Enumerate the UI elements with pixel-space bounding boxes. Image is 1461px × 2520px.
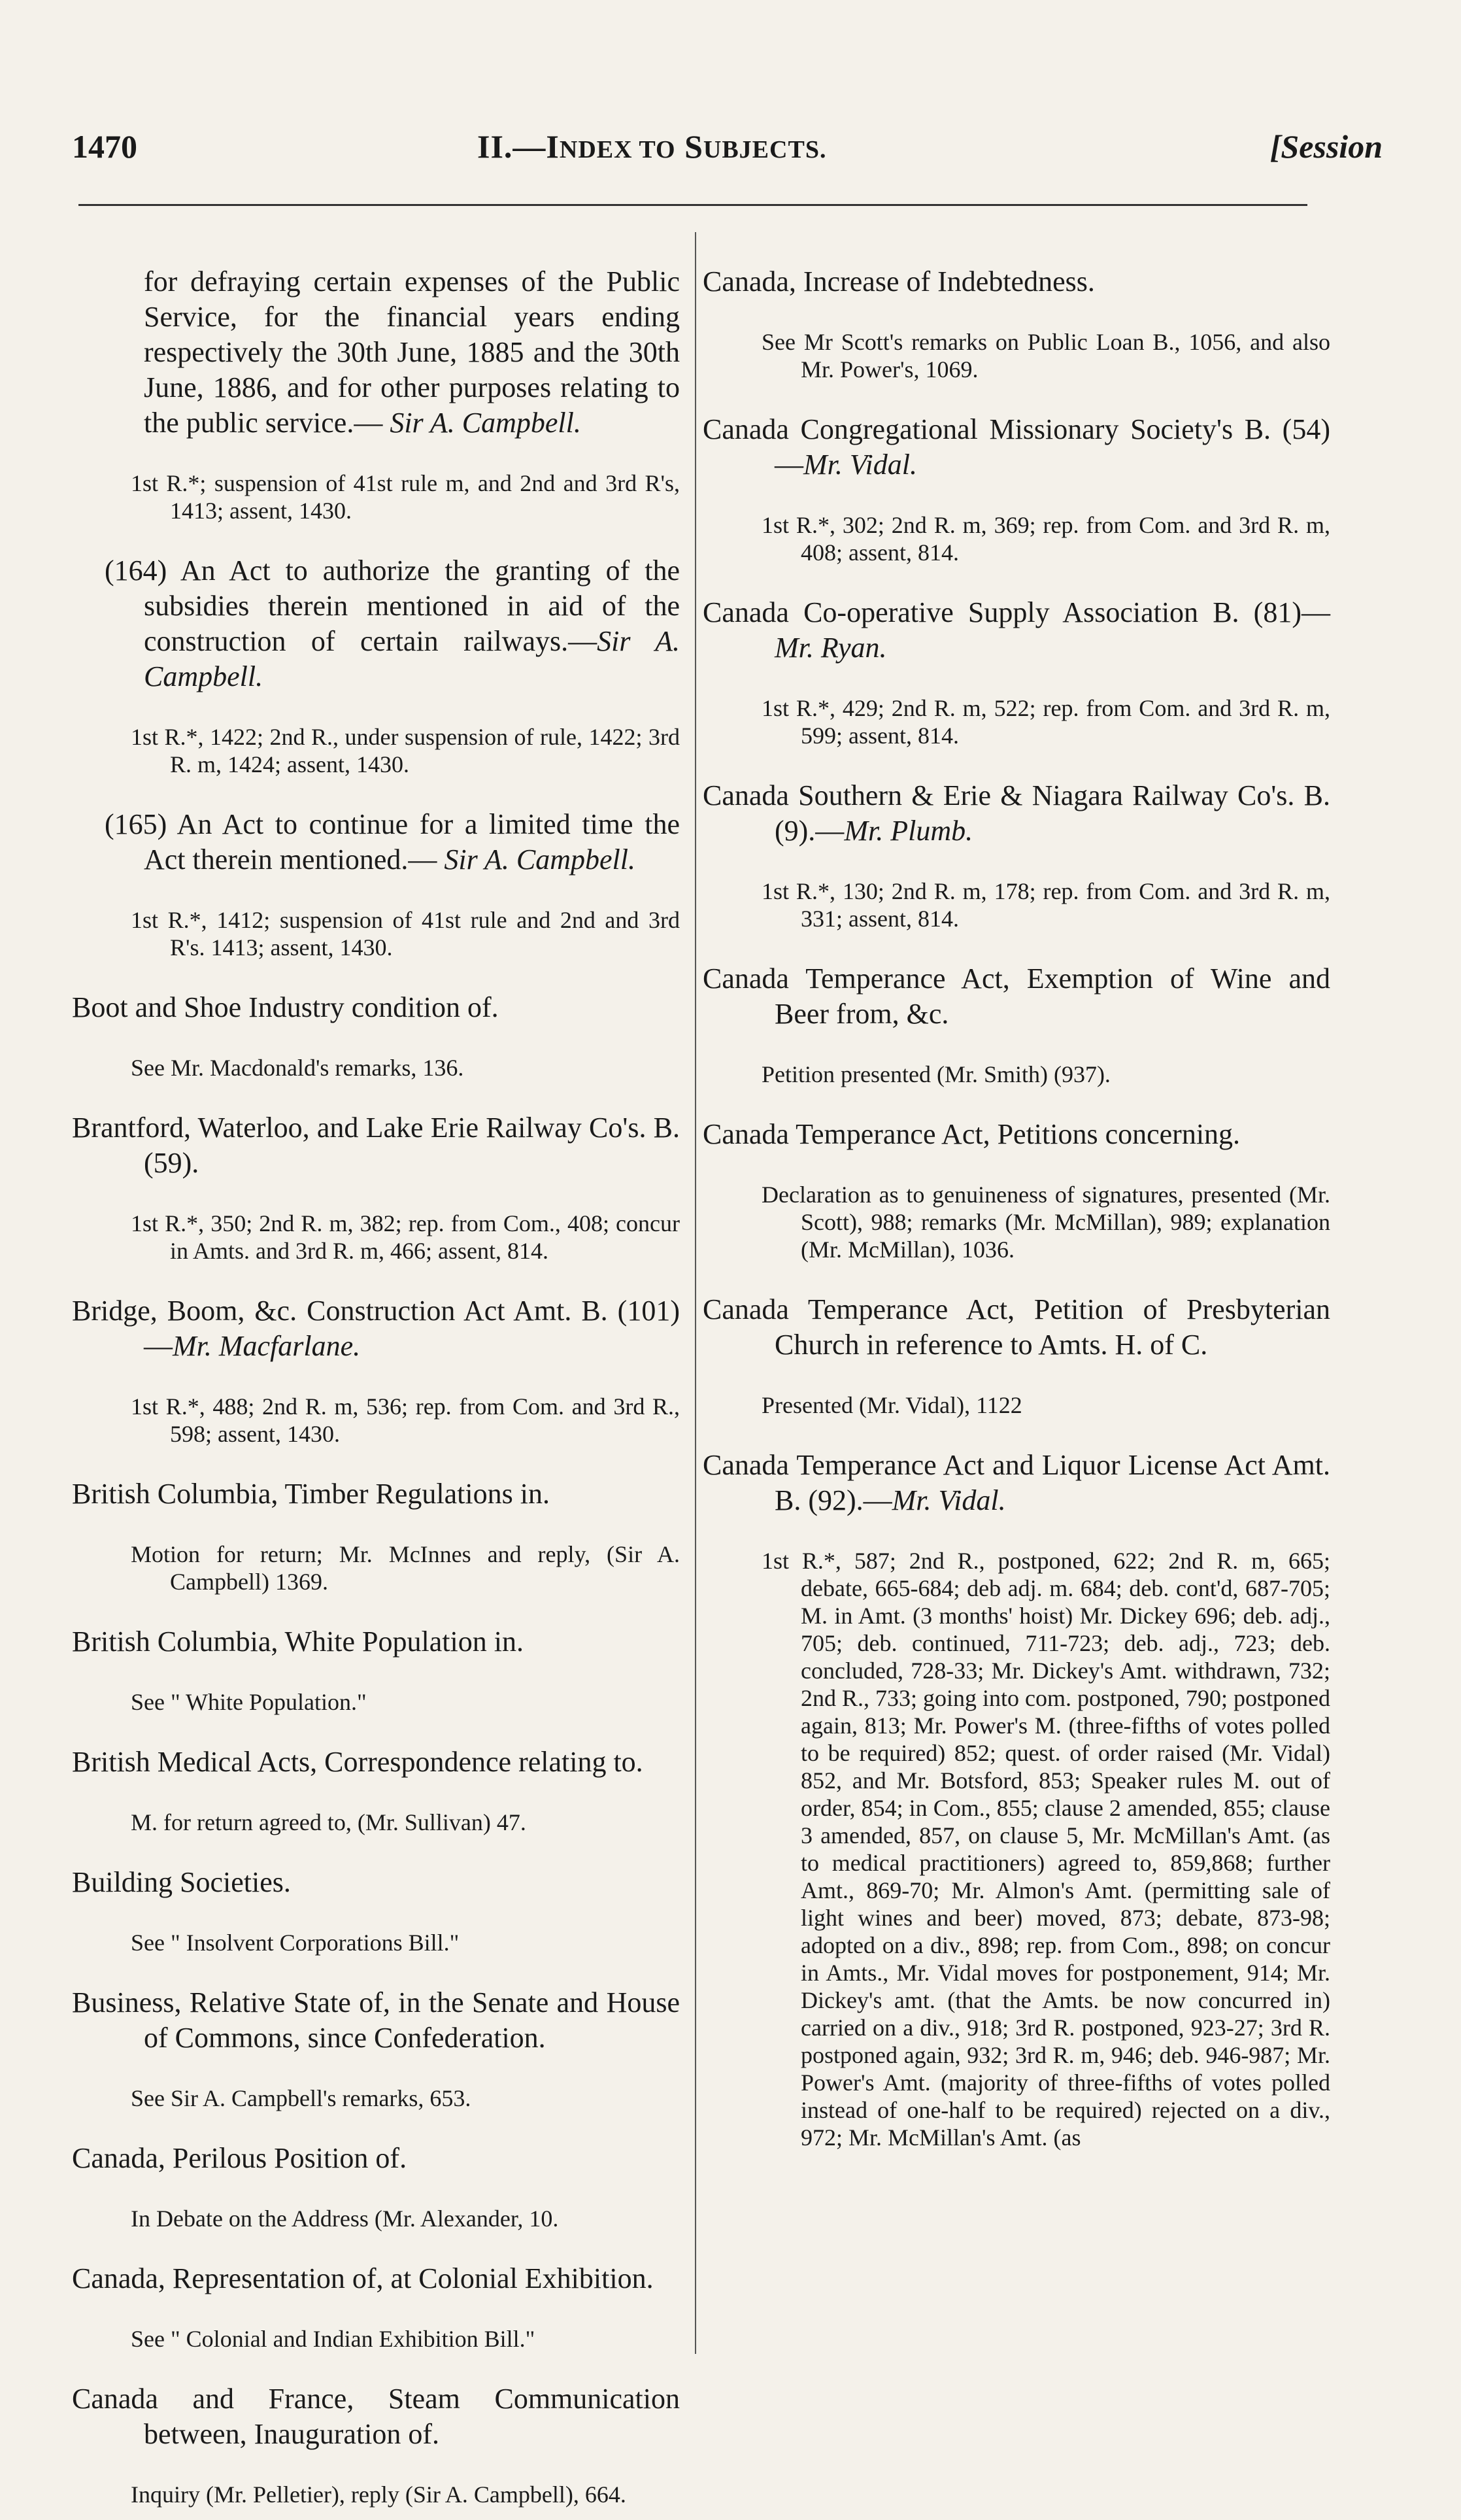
- entry-heading: Canada Congregational Missionary Society's B. (54)—Mr. Vidal.: [703, 413, 1330, 481]
- entry-detail: 1st R.*, 130; 2nd R. m, 178; rep. from Com. and 3rd R. m, 331; assent, 814.: [762, 878, 1330, 932]
- entry-detail: See Mr. Macdonald's remarks, 136.: [131, 1055, 464, 1081]
- index-entry: [72, 1110, 680, 1265]
- page-header: [72, 128, 1383, 173]
- index-entry: [72, 1476, 680, 1595]
- entry-heading: Canada Southern & Erie & Niagara Railway Co's. B. (9).—Mr. Plumb.: [703, 779, 1330, 847]
- running-title: II.—INDEX TO SUBJECTS.: [477, 128, 827, 165]
- index-entry: [72, 990, 680, 1081]
- index-entry: [703, 778, 1330, 932]
- right-column: [703, 235, 1330, 2163]
- index-entry: [72, 1624, 680, 1716]
- entry-detail: Declaration as to genuineness of signatures, presented (Mr. Scott), 988; remarks (Mr. McMillan), 989; explanation (Mr. McMillan), 1036.: [762, 1182, 1330, 1263]
- index-entry: [72, 264, 680, 524]
- entry-detail: M. for return agreed to, (Mr. Sullivan) 47.: [131, 1809, 526, 1835]
- entry-detail: 1st R.*, 302; 2nd R. m, 369; rep. from Com. and 3rd R. m, 408; assent, 814.: [762, 512, 1330, 566]
- entry-detail: Motion for return; Mr. McInnes and reply, (Sir A. Campbell) 1369.: [131, 1541, 680, 1595]
- entry-detail: 1st R.*, 587; 2nd R., postponed, 622; 2nd R. m, 665; debate, 665-684; deb adj. m. 684; deb. cont'd, 687-705; M. in Amt. (3 months' hoist) Mr. Dickey 696; deb. adj., 705; deb. continued, 711-723; deb. adj., 723; deb. concluded, 728-33; Mr. Dickey's Amt. withdrawn, 732; 2nd R., 733; going into com. postponed, 790; postponed again, 813; Mr. Power's M. (three-fifths of votes polled to be required) 852; quest. of order raised (Mr. Vidal) 852, and Mr. Botsford, 853; Speaker rules M. out of order, 854; in Com., 855; clause 2 amended, 855; clause 3 amended, 857, on clause 5, Mr. McMillan's Amt. (as to medical practitioners) agreed to, 859,868; further Amt., 869-70; Mr. Almon's Amt. (permitting sale of light wines and beer) moved, 873; debate, 873-98; adopted on a div., 898; rep. from Com., 898; on concur in Amts., Mr. Vidal moves for postponement, 914; Mr. Dickey's amt. (that the Amts. be now concurred in) carried on a div., 918; 3rd R. postponed, 923-27; 3rd R. postponed again, 932; 3rd R. m, 946; deb. 946-987; Mr. Power's Amt. (majority of three-fifths of votes polled instead of one-half to be required) rejected on a div., 972; Mr. McMillan's Amt. (as: [762, 1548, 1330, 2151]
- index-entry: [703, 264, 1330, 383]
- index-entry: [72, 1865, 680, 1956]
- entry-detail: 1st R.*, 350; 2nd R. m, 382; rep. from Com., 408; concur in Amts. and 3rd R. m, 466; assent, 814.: [131, 1210, 680, 1264]
- entry-heading: Canada and France, Steam Communication between, Inauguration of.: [72, 2383, 680, 2450]
- index-entry: [72, 553, 680, 778]
- entry-heading: for defraying certain expenses of the Public Service, for the financial years ending respectively the 30th June, 1885 and the 30th June, 1886, and for other purposes relating to the public service.— Sir A. Campbell.: [144, 265, 680, 439]
- entry-detail: 1st R.*, 1422; 2nd R., under suspension of rule, 1422; 3rd R. m, 1424; assent, 1430.: [131, 724, 680, 777]
- entry-detail: See Mr Scott's remarks on Public Loan B., 1056, and also Mr. Power's, 1069.: [762, 329, 1330, 383]
- index-entry: [72, 1745, 680, 1836]
- entry-heading: British Columbia, White Population in.: [72, 1626, 524, 1658]
- entry-heading: Brantford, Waterloo, and Lake Erie Railway Co's. B. (59).: [72, 1112, 680, 1179]
- entry-detail: 1st R.*, 429; 2nd R. m, 522; rep. from Com. and 3rd R. m, 599; assent, 814.: [762, 695, 1330, 749]
- entry-detail: See " Insolvent Corporations Bill.": [131, 1930, 460, 1956]
- entry-heading: Canada, Perilous Position of.: [72, 2142, 407, 2174]
- entry-heading: (165) An Act to continue for a limited time the Act therein mentioned.— Sir A. Campbell.: [105, 808, 680, 876]
- entry-detail: 1st R.*, 488; 2nd R. m, 536; rep. from Com. and 3rd R., 598; assent, 1430.: [131, 1393, 680, 1447]
- index-entry: [703, 1117, 1330, 1263]
- entry-heading: Canada Temperance Act and Liquor License Act Amt. B. (92).—Mr. Vidal.: [703, 1449, 1330, 1516]
- index-entry: [703, 961, 1330, 1088]
- entry-detail: Petition presented (Mr. Smith) (937).: [762, 1061, 1111, 1087]
- index-entry: [703, 1292, 1330, 1419]
- index-entry: [703, 595, 1330, 749]
- entry-detail: Presented (Mr. Vidal), 1122: [762, 1392, 1022, 1418]
- entry-heading: (164) An Act to authorize the granting of the subsidies therein mentioned in aid of the construction of certain railways.—Sir A. Campbell.: [105, 554, 680, 692]
- entry-heading: Canada, Increase of Indebtedness.: [703, 265, 1095, 298]
- page-number: 1470: [72, 128, 137, 165]
- entry-heading: Canada Temperance Act, Exemption of Wine and Beer from, &c.: [703, 962, 1330, 1030]
- entry-detail: See Sir A. Campbell's remarks, 653.: [131, 2085, 471, 2111]
- entry-detail: 1st R.*; suspension of 41st rule m, and 2nd and 3rd R's, 1413; assent, 1430.: [131, 470, 680, 524]
- index-entry: [72, 2381, 680, 2508]
- entry-heading: Canada Temperance Act, Petitions concerning.: [703, 1118, 1241, 1150]
- entry-heading: Canada Co-operative Supply Association B. (81)—Mr. Ryan.: [703, 596, 1330, 664]
- index-entry: [72, 807, 680, 961]
- entry-heading: Canada, Representation of, at Colonial Exhibition.: [72, 2262, 654, 2294]
- entry-heading: Building Societies.: [72, 1866, 291, 1898]
- entry-detail: See " Colonial and Indian Exhibition Bill.": [131, 2326, 535, 2352]
- entry-detail: Inquiry (Mr. Pelletier), reply (Sir A. Campbell), 664.: [131, 2481, 626, 2508]
- index-entry: [72, 2261, 680, 2353]
- entry-heading: Boot and Shoe Industry condition of.: [72, 991, 499, 1023]
- entry-detail: In Debate on the Address (Mr. Alexander, 10.: [131, 2205, 559, 2232]
- left-column: [72, 235, 680, 2520]
- session-label: [Session: [1269, 128, 1383, 165]
- index-entry: [72, 1293, 680, 1448]
- entry-heading: British Columbia, Timber Regulations in.: [72, 1478, 550, 1510]
- index-entry: [703, 1448, 1330, 2151]
- index-entry: [72, 2141, 680, 2232]
- index-entry: [703, 412, 1330, 566]
- entry-detail: See " White Population.": [131, 1689, 367, 1715]
- index-entry: [72, 1985, 680, 2112]
- entry-heading: Canada Temperance Act, Petition of Presbyterian Church in reference to Amts. H. of C.: [703, 1293, 1330, 1361]
- entry-detail: 1st R.*, 1412; suspension of 41st rule and 2nd and 3rd R's. 1413; assent, 1430.: [131, 907, 680, 961]
- header-rule: [78, 204, 1307, 206]
- entry-heading: Business, Relative State of, in the Senate and House of Commons, since Confederation.: [72, 1986, 680, 2054]
- column-divider: [695, 232, 696, 2354]
- entry-heading: Bridge, Boom, &c. Construction Act Amt. B. (101)—Mr. Macfarlane.: [72, 1295, 680, 1362]
- entry-heading: British Medical Acts, Correspondence relating to.: [72, 1746, 643, 1778]
